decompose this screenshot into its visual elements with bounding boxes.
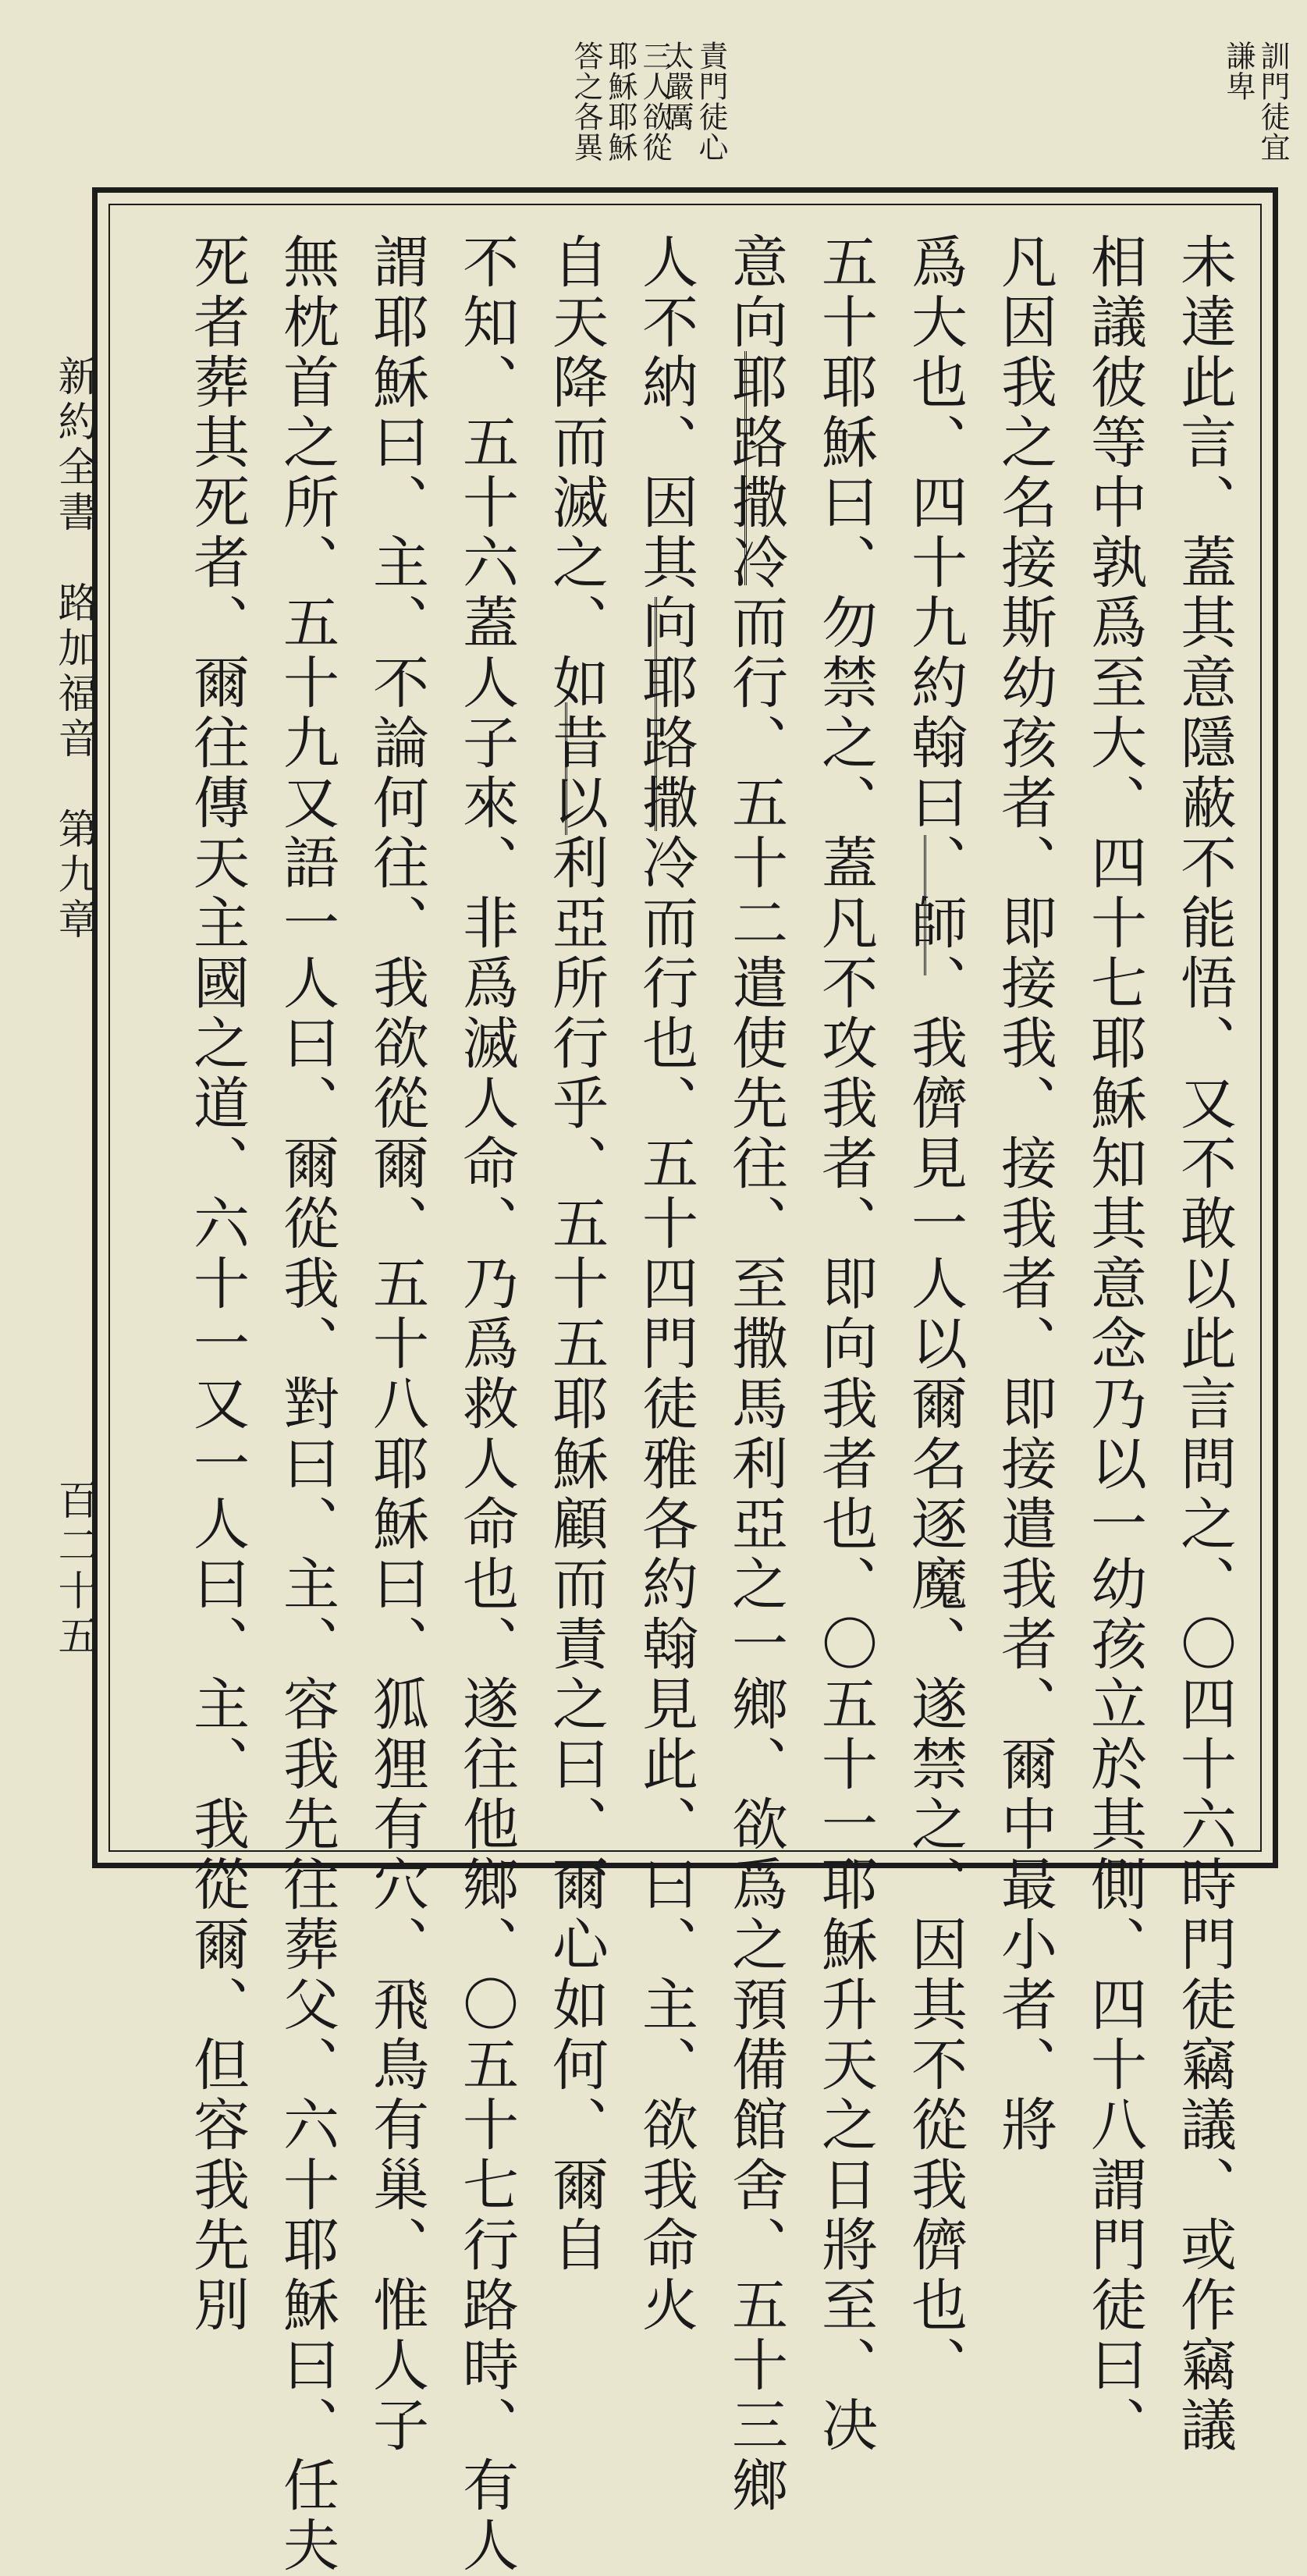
margin-note-line: 耶穌耶穌 xyxy=(603,41,638,162)
margin-note-line: 謙卑 xyxy=(1221,41,1256,101)
text-column: 未達此言、蓋其意隱蔽不能悟、又不敢以此言問之、〇四十六時門徒竊議、或作竊議 xyxy=(1171,233,1237,2456)
margin-note-humility xyxy=(1091,41,1289,162)
text-column: 五十耶穌曰、勿禁之、蓋凡不攻我者、即向我者也、〇五十一耶穌升天之日將至、决 xyxy=(812,233,878,2456)
text-column: 死者葬其死者、爾往傳天主國之道、六十一又一人曰、主、我從爾、但容我先別 xyxy=(184,233,250,2336)
name-mark xyxy=(655,597,660,831)
margin-note-followers xyxy=(275,41,671,162)
margin-note-line: 訓門徒宜 xyxy=(1256,41,1290,162)
page-number: 百二十五 xyxy=(51,1479,98,1660)
text-column: 相議彼等中孰爲至大、四十七耶穌知其意念乃以一幼孩立於其側、四十八謂門徒曰、 xyxy=(1081,233,1147,2456)
text-column: 人不納、因其向耶路撒冷而行也、五十四門徒雅各約翰見此、曰、主、欲我命火 xyxy=(633,233,698,2336)
text-column: 凡因我之名接斯幼孩者、即接我、接我者、即接遣我者、爾中最小者、將 xyxy=(992,233,1057,2155)
margin-note-line: 責門徒心 xyxy=(694,41,728,162)
margin-note-line: 太嚴厲 xyxy=(659,41,694,132)
name-mark xyxy=(565,702,570,835)
margin-note-line: 三人欲從 xyxy=(638,41,672,162)
text-column: 爲大也、四十九約翰曰、師、我儕見一人以爾名逐魔、遂禁之、因其不從我儕也、 xyxy=(902,233,968,2396)
text-column: 不知、五十六蓋人子來、非爲滅人命、乃爲救人命也、遂往他鄉、〇五十七行路時、有人 xyxy=(453,233,519,2576)
name-mark xyxy=(924,835,929,975)
running-head: 新約全書 路加福音 第九章 xyxy=(51,355,98,943)
text-column: 謂耶穌曰、主、不論何往、我欲從爾、五十八耶穌曰、狐狸有穴、飛鳥有巢、惟人子 xyxy=(364,233,429,2456)
text-column: 意向耶路撒冷而行、五十二遣使先往、至撒馬利亞之一鄉、欲爲之預備館舍、五十三鄉 xyxy=(723,233,788,2516)
name-mark xyxy=(744,351,750,585)
text-column: 無枕首之所、五十九又語一人曰、爾從我、對曰、主、容我先往葬父、六十耶穌曰、任夫 xyxy=(274,233,339,2576)
margin-note-line: 答之各異 xyxy=(569,41,603,162)
text-column: 自天降而滅之、如昔以利亞所行乎、五十五耶穌顧而責之曰、爾心如何、爾自 xyxy=(543,233,609,2276)
